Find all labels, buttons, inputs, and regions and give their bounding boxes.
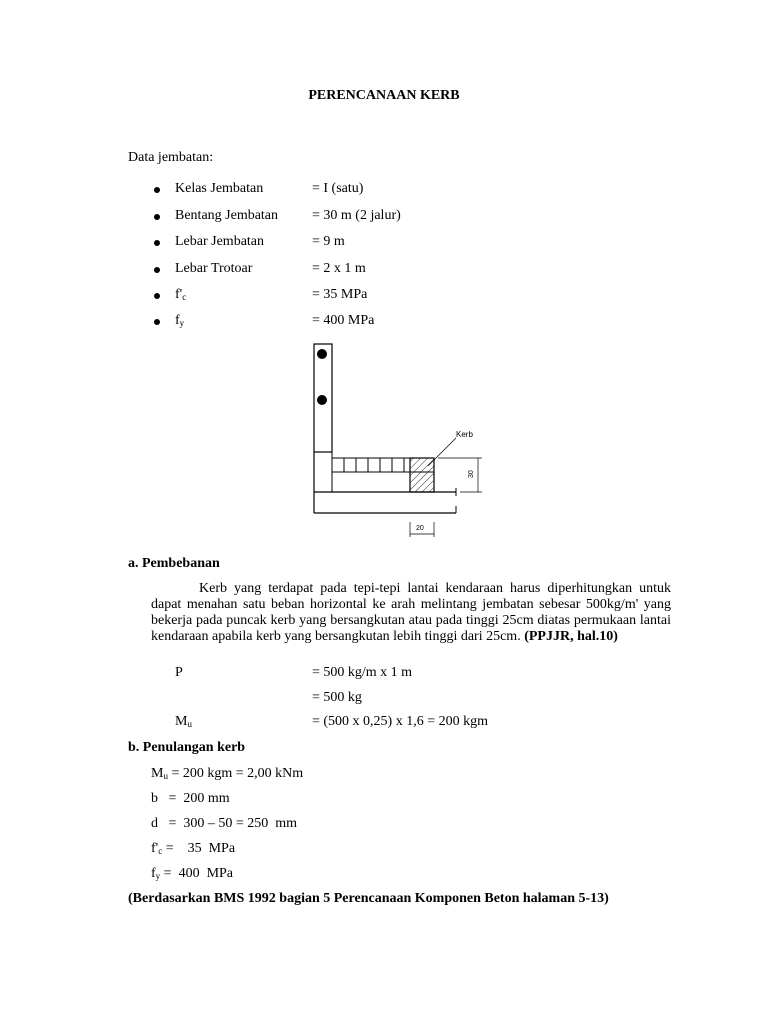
item-value: = 30 m (2 jalur) [312, 208, 401, 223]
calc-row: b = 200 mm [151, 791, 230, 806]
calc-row: $f'_c$ = 35 MPa [151, 841, 236, 856]
rail-pipe-bottom [317, 395, 327, 405]
rail-pipe-top [317, 349, 327, 359]
bullet-icon [154, 293, 160, 299]
item-label: $f_y$ [175, 313, 185, 328]
mu-value: = (500 x 0,25) x 1,6 = 200 kgm [312, 714, 489, 729]
item-value: = I (satu) [312, 181, 364, 196]
item-label: Lebar Jembatan [175, 234, 265, 249]
bullet-icon [154, 240, 160, 246]
kerb-diagram [300, 338, 500, 543]
bullet-icon [154, 267, 160, 273]
width-dimension: 20 [416, 525, 424, 532]
bullet-icon [154, 187, 160, 193]
item-label: Bentang Jembatan [175, 208, 279, 223]
page-title: PERENCANAAN KERB [308, 88, 460, 103]
kerb-leader [428, 438, 456, 466]
calc-row: $M_u = 200$ kgm = 2,00 kNm [151, 766, 304, 781]
p-label: P [175, 665, 183, 680]
section-a-paragraph: Kerb yang terdapat pada tepi-tepi lantai kendaraan harus diperhitungkan untuk dapat menahan satu beban horizontal ke arah melintang jembatan sebesar 500kg/m' yang bekerja pada puncak kerb yang bersangkutan atau pada tinggi 25cm diatas permukaan lantai kendaraan apabila kerb yang bersangkutan lebih tinggi dari 25cm. (PPJJR, hal.10) [151, 581, 671, 644]
item-label: Lebar Trotoar [175, 261, 253, 276]
item-label: Kelas Jembatan [175, 181, 264, 196]
item-value: = 9 m [312, 234, 345, 249]
item-label: $f'_c$ [175, 287, 187, 302]
intro-text: Data jembatan: [128, 150, 214, 165]
footnote: (Berdasarkan BMS 1992 bagian 5 Perencanaan Komponen Beton halaman 5-13) [128, 891, 609, 906]
reference: (PPJJR, hal.10) [524, 629, 618, 644]
section-b-heading: b. Penulangan kerb [128, 740, 246, 755]
kerb-label: Kerb [456, 430, 473, 439]
mu-label: $M_u$ [175, 714, 192, 729]
bullet-icon [154, 319, 160, 325]
p-value: = 500 kg/m x 1 m [312, 665, 413, 680]
calc-row: d = 300 – 50 = 250 mm [151, 816, 298, 831]
height-dimension: 30 [468, 470, 475, 478]
section-a-heading: a. Pembebanan [128, 556, 220, 571]
p-value-result: = 500 kg [312, 690, 362, 705]
kerb-section [410, 458, 434, 492]
bullet-icon [154, 214, 160, 220]
calc-row: $f_y = 400$ MPa [151, 866, 234, 881]
item-value: = 400 MPa [312, 313, 375, 328]
item-value: = 2 x 1 m [312, 261, 366, 276]
item-value: = 35 MPa [312, 287, 368, 302]
